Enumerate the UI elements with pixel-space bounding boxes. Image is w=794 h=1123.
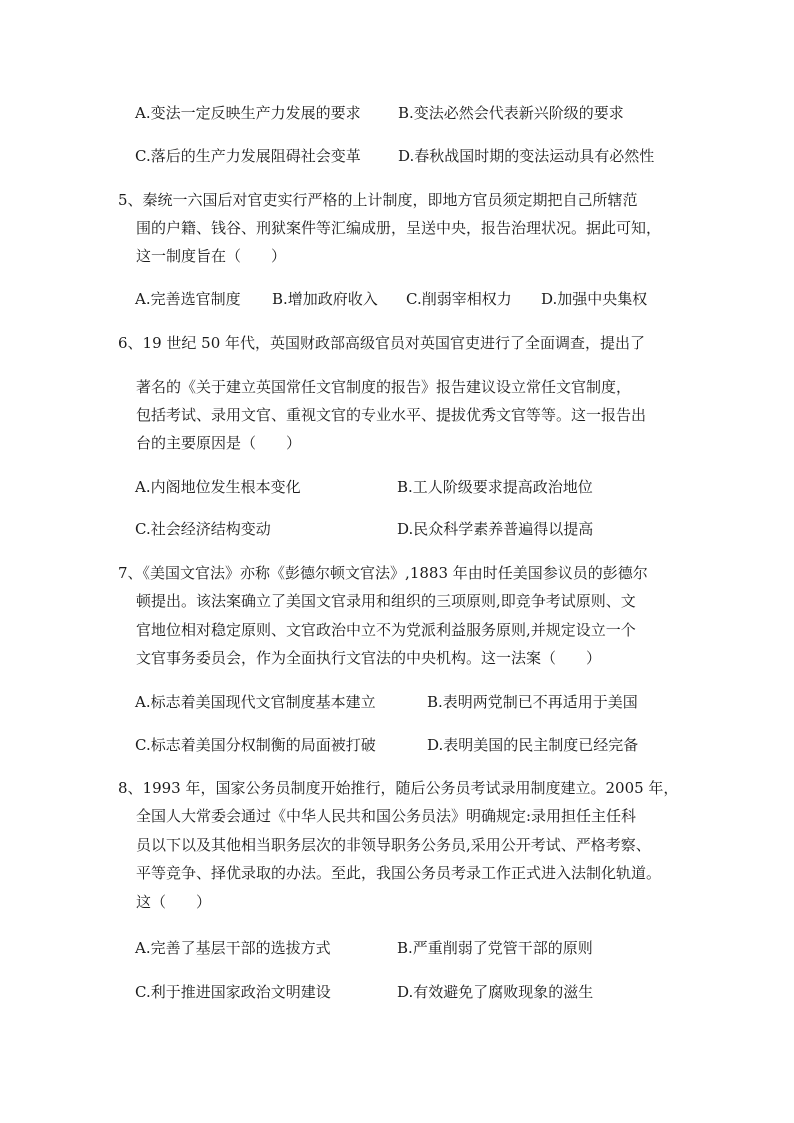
q6-stem-line-3: 包括考试、录用文官、重视文官的专业水平、提拔优秀文官等等。这一报告出 xyxy=(136,406,647,424)
q6-option-b: B.工人阶级要求提高政治地位 xyxy=(397,478,593,496)
q5-option-d: D.加强中央集权 xyxy=(541,290,648,308)
q8-option-d: D.有效避免了腐败现象的滋生 xyxy=(397,983,594,1001)
q8-stem-line-1: 8、1993 年，国家公务员制度开始推行，随后公务员考试录用制度建立。2005 年， xyxy=(118,779,679,797)
q4-option-d: D.春秋战国时期的变法运动具有必然性 xyxy=(398,147,655,165)
q7-stem-line-3: 官地位相对稳定原则、文官政治中立不为党派利益服务原则,并规定设立一个 xyxy=(136,621,636,639)
q5-option-a: A.完善选官制度 xyxy=(135,290,241,308)
q7-stem-line-2: 顿提出。该法案确立了美国文官录用和组织的三项原则,即竞争考试原则、文 xyxy=(136,592,636,610)
q4-option-c: C.落后的生产力发展阻碍社会变革 xyxy=(135,147,361,165)
q5-option-c: C.削弱宰相权力 xyxy=(406,290,512,308)
q7-option-b: B.表明两党制已不再适用于美国 xyxy=(427,693,638,711)
q5-option-b: B.增加政府收入 xyxy=(272,290,378,308)
q6-stem-line-4: 台的主要原因是（ ） xyxy=(136,434,302,452)
q6-option-d: D.民众科学素养普遍得以提高 xyxy=(397,520,594,538)
q6-option-c: C.社会经济结构变动 xyxy=(135,520,271,538)
q8-stem-line-3: 员以下以及其他相当职务层次的非领导职务公务员,采用公开考试、严格考察、 xyxy=(136,836,651,854)
q5-stem-line-2: 围的户籍、钱谷、刑狱案件等汇编成册，呈送中央，报告治理状况。据此可知， xyxy=(136,219,662,237)
q8-option-c: C.利于推进国家政治文明建设 xyxy=(135,983,331,1001)
q4-option-a: A.变法一定反映生产力发展的要求 xyxy=(135,104,361,122)
q5-stem-line-1: 5、秦统一六国后对官吏实行严格的上计制度，即地方官员须定期把自己所辖范 xyxy=(118,191,638,209)
q8-option-a: A.完善了基层干部的选拔方式 xyxy=(135,939,331,957)
q6-stem-line-1: 6、19 世纪 50 年代，英国财政部高级官员对英国官吏进行了全面调查，提出了 xyxy=(118,334,646,352)
q8-option-b: B.严重削弱了党管干部的原则 xyxy=(397,939,593,957)
q8-stem-line-4: 平等竞争、择优录取的办法。至此，我国公务员考录工作正式进入法制化轨道。 xyxy=(136,864,662,882)
q8-stem-line-5: 这（ ） xyxy=(136,893,212,911)
q6-option-a: A.内阁地位发生根本变化 xyxy=(135,478,301,496)
q7-option-a: A.标志着美国现代文官制度基本建立 xyxy=(135,693,376,711)
q7-stem-line-4: 文官事务委员会，作为全面执行文官法的中央机构。这一法案（ ） xyxy=(136,649,602,667)
q7-stem-line-1: 7、《美国文官法》亦称《彭德尔顿文官法》,1883 年由时任美国参议员的彭德尔 xyxy=(118,564,648,582)
q8-stem-line-2: 全国人大常委会通过《中华人民共和国公务员法》明确规定:录用担任主任科 xyxy=(136,807,637,825)
q7-option-d: D.表明美国的民主制度已经完备 xyxy=(427,736,639,754)
q5-stem-line-3: 这一制度旨在（ ） xyxy=(136,247,287,265)
q6-stem-line-2: 著名的《关于建立英国常任文官制度的报告》报告建议设立常任文官制度， xyxy=(136,378,632,396)
q7-option-c: C.标志着美国分权制衡的局面被打破 xyxy=(135,736,376,754)
q4-option-b: B.变法必然会代表新兴阶级的要求 xyxy=(398,104,624,122)
